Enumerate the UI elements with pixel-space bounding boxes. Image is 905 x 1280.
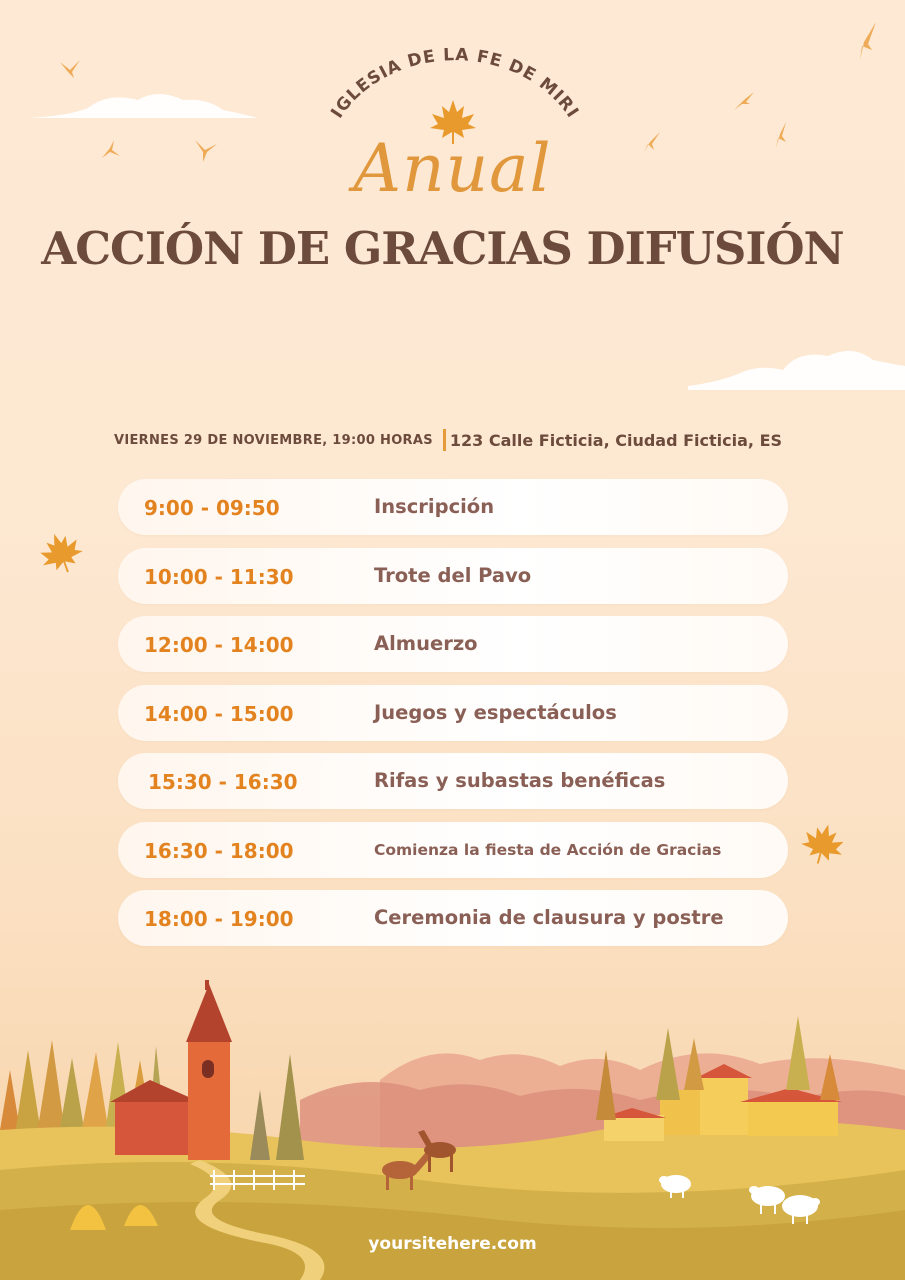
schedule-row [118,479,788,535]
maple-leaf-icon [800,822,846,866]
schedule-row [118,548,788,604]
schedule-activity: Almuerzo [374,632,478,655]
event-info [114,428,814,452]
schedule-activity: Juegos y espectáculos [374,700,617,724]
bird-icon [852,20,880,62]
schedule-time: 15:30 - 16:30 [148,770,298,794]
schedule-row [118,890,788,946]
website-link[interactable]: yoursitehere.com [368,1234,537,1254]
page-title: ACCIÓN DE GRACIAS DIFUSIÓN [41,222,844,275]
church-name: IGLESIA DE LA FE DE MIRI [327,45,583,122]
schedule-time: 12:00 - 14:00 [144,633,294,657]
schedule-activity: Comienza la fiesta de Acción de Gracias [374,840,722,859]
info-divider [443,429,446,451]
bird-icon [732,90,756,112]
schedule-time: 16:30 - 18:00 [144,838,294,863]
maple-leaf-icon [38,530,84,576]
schedule-time: 18:00 - 19:00 [144,907,294,931]
schedule-time: 10:00 - 11:30 [144,564,294,589]
cloud-left [28,86,258,126]
schedule-time: 14:00 - 15:00 [144,701,294,726]
bird-icon [58,58,84,80]
schedule-time: 9:00 - 09:50 [144,496,280,520]
schedule-activity: Rifas y subastas benéficas [374,769,666,792]
cloud-right [688,342,905,390]
schedule-row [118,685,788,741]
schedule-activity: Ceremonia de clausura y postre [374,906,724,929]
schedule-row [118,616,788,672]
schedule-list [118,479,788,959]
schedule-activity: Inscripción [374,495,495,518]
church-icon [110,980,232,1160]
schedule-row [118,753,788,809]
event-date-time: VIERNES 29 DE NOVIEMBRE, 19:00 HORAS [114,432,433,448]
script-heading: Anual [353,130,552,207]
schedule-row [118,822,788,878]
schedule-activity: Trote del Pavo [374,563,532,587]
event-address: 123 Calle Ficticia, Ciudad Ficticia, ES [449,430,783,450]
